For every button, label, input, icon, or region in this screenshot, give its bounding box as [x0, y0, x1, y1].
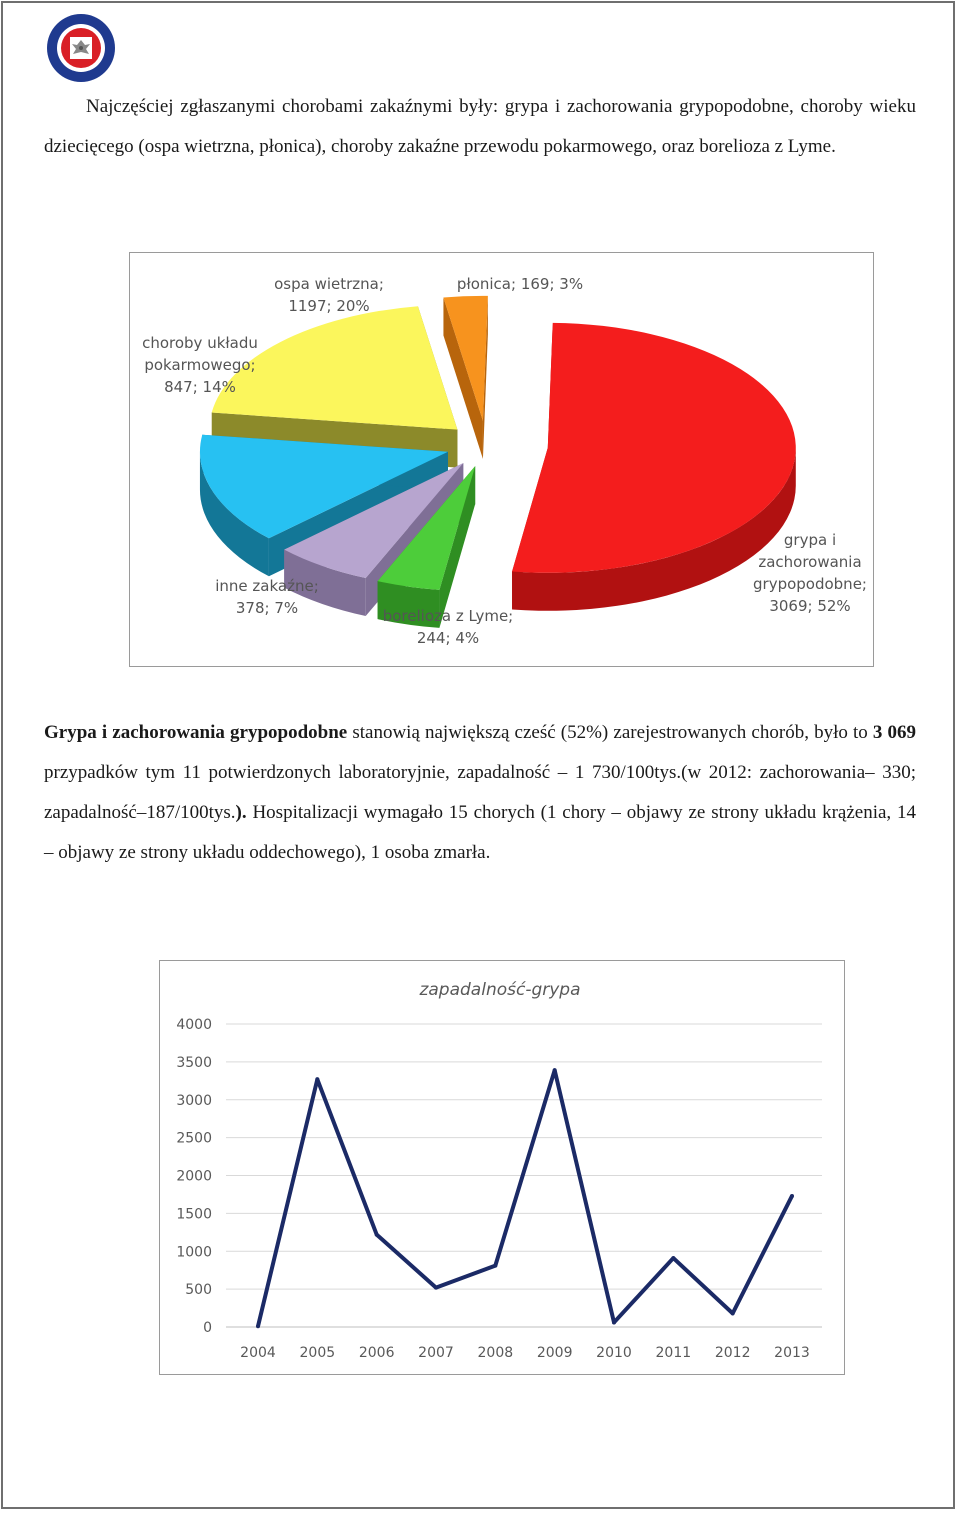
pie-label-3: choroby układu pokarmowego; 847; 14%: [142, 334, 258, 396]
line-chart-box: [159, 960, 845, 1375]
y-tick-3000: 3000: [176, 1092, 212, 1109]
flu-text-1: stanowią największą cześć (52%) zarejestrowanych chorób, było to: [347, 722, 873, 743]
y-tick-4000: 4000: [176, 1017, 212, 1033]
data-point-2006: [375, 1233, 379, 1237]
x-tick-2006: 2006: [358, 1345, 395, 1361]
x-tick-2010: 2010: [596, 1345, 632, 1361]
pie-chart: [130, 253, 872, 665]
data-point-2009: [553, 1068, 557, 1072]
x-tick-2005: 2005: [299, 1345, 336, 1361]
data-point-2011: [671, 1256, 675, 1260]
x-tick-2011: 2011: [655, 1345, 692, 1361]
line-chart: [160, 961, 843, 1373]
data-point-2008: [493, 1264, 497, 1268]
pie-slice-0: [512, 323, 796, 611]
flu-text-3: Hospitalizacji wymagało 15 chorych (1 chory – objawy ze strony układu krążenia, 14 – objawy ze strony układu oddechowego), 1 osoba zmarła.: [44, 802, 916, 863]
line-chart-title: zapadalność-grypa: [419, 980, 581, 1000]
y-tick-0: 0: [203, 1320, 212, 1336]
y-tick-500: 500: [185, 1282, 212, 1299]
y-tick-1500: 1500: [176, 1206, 212, 1223]
data-point-2007: [434, 1286, 438, 1290]
pie-label-5: płonica; 169; 3%: [456, 275, 584, 293]
data-point-2004: [256, 1324, 260, 1328]
data-point-2010: [612, 1320, 616, 1324]
inspection-logo: [45, 12, 117, 84]
x-tick-2007: 2007: [418, 1345, 454, 1361]
data-point-2012: [731, 1311, 735, 1315]
y-tick-2500: 2500: [176, 1130, 212, 1147]
x-tick-2012: 2012: [714, 1345, 751, 1361]
x-tick-2013: 2013: [774, 1345, 810, 1361]
y-tick-1000: 1000: [176, 1244, 212, 1261]
x-tick-2009: 2009: [536, 1345, 573, 1361]
flu-bold-phrase: Grypa i zachorowania grypopodobne: [44, 722, 348, 743]
x-tick-2008: 2008: [477, 1345, 514, 1361]
x-tick-2004: 2004: [240, 1345, 276, 1361]
y-tick-3500: 3500: [176, 1054, 212, 1071]
flu-text-2: przypadków tym 11 potwierdzonych laboratoryjnie, zapadalność – 1 730/100tys.(w 2012: zachorowania– 330; zapadalność–187/100tys.: [44, 762, 916, 823]
data-point-2005: [315, 1077, 319, 1081]
intro-paragraph: Najczęściej zgłaszanymi chorobami zakaźnymi były: grypa i zachorowania grypopodobne, choroby wieku dziecięcego (ospa wietrzna, płonica), choroby zakaźne przewodu pokarmowego, oraz borelioza z Lyme.: [44, 96, 916, 157]
pie-label-2: inne zakaźne; 378; 7%: [215, 577, 319, 617]
pie-chart-box: [129, 252, 874, 667]
flu-bold-paren: ).: [235, 802, 247, 823]
flu-cases-count: 3 069: [872, 722, 916, 743]
data-point-2013: [790, 1194, 794, 1198]
pie-label-1: borelioza z Lyme; 244; 4%: [382, 607, 514, 647]
flu-paragraph: [44, 713, 916, 873]
pie-label-4: ospa wietrzna; 1197; 20%: [274, 275, 384, 315]
series-line: [258, 1070, 792, 1326]
y-tick-2000: 2000: [176, 1168, 212, 1185]
pie-label-0: grypa i zachorowania grypopodobne; 3069; 52%: [753, 531, 867, 615]
